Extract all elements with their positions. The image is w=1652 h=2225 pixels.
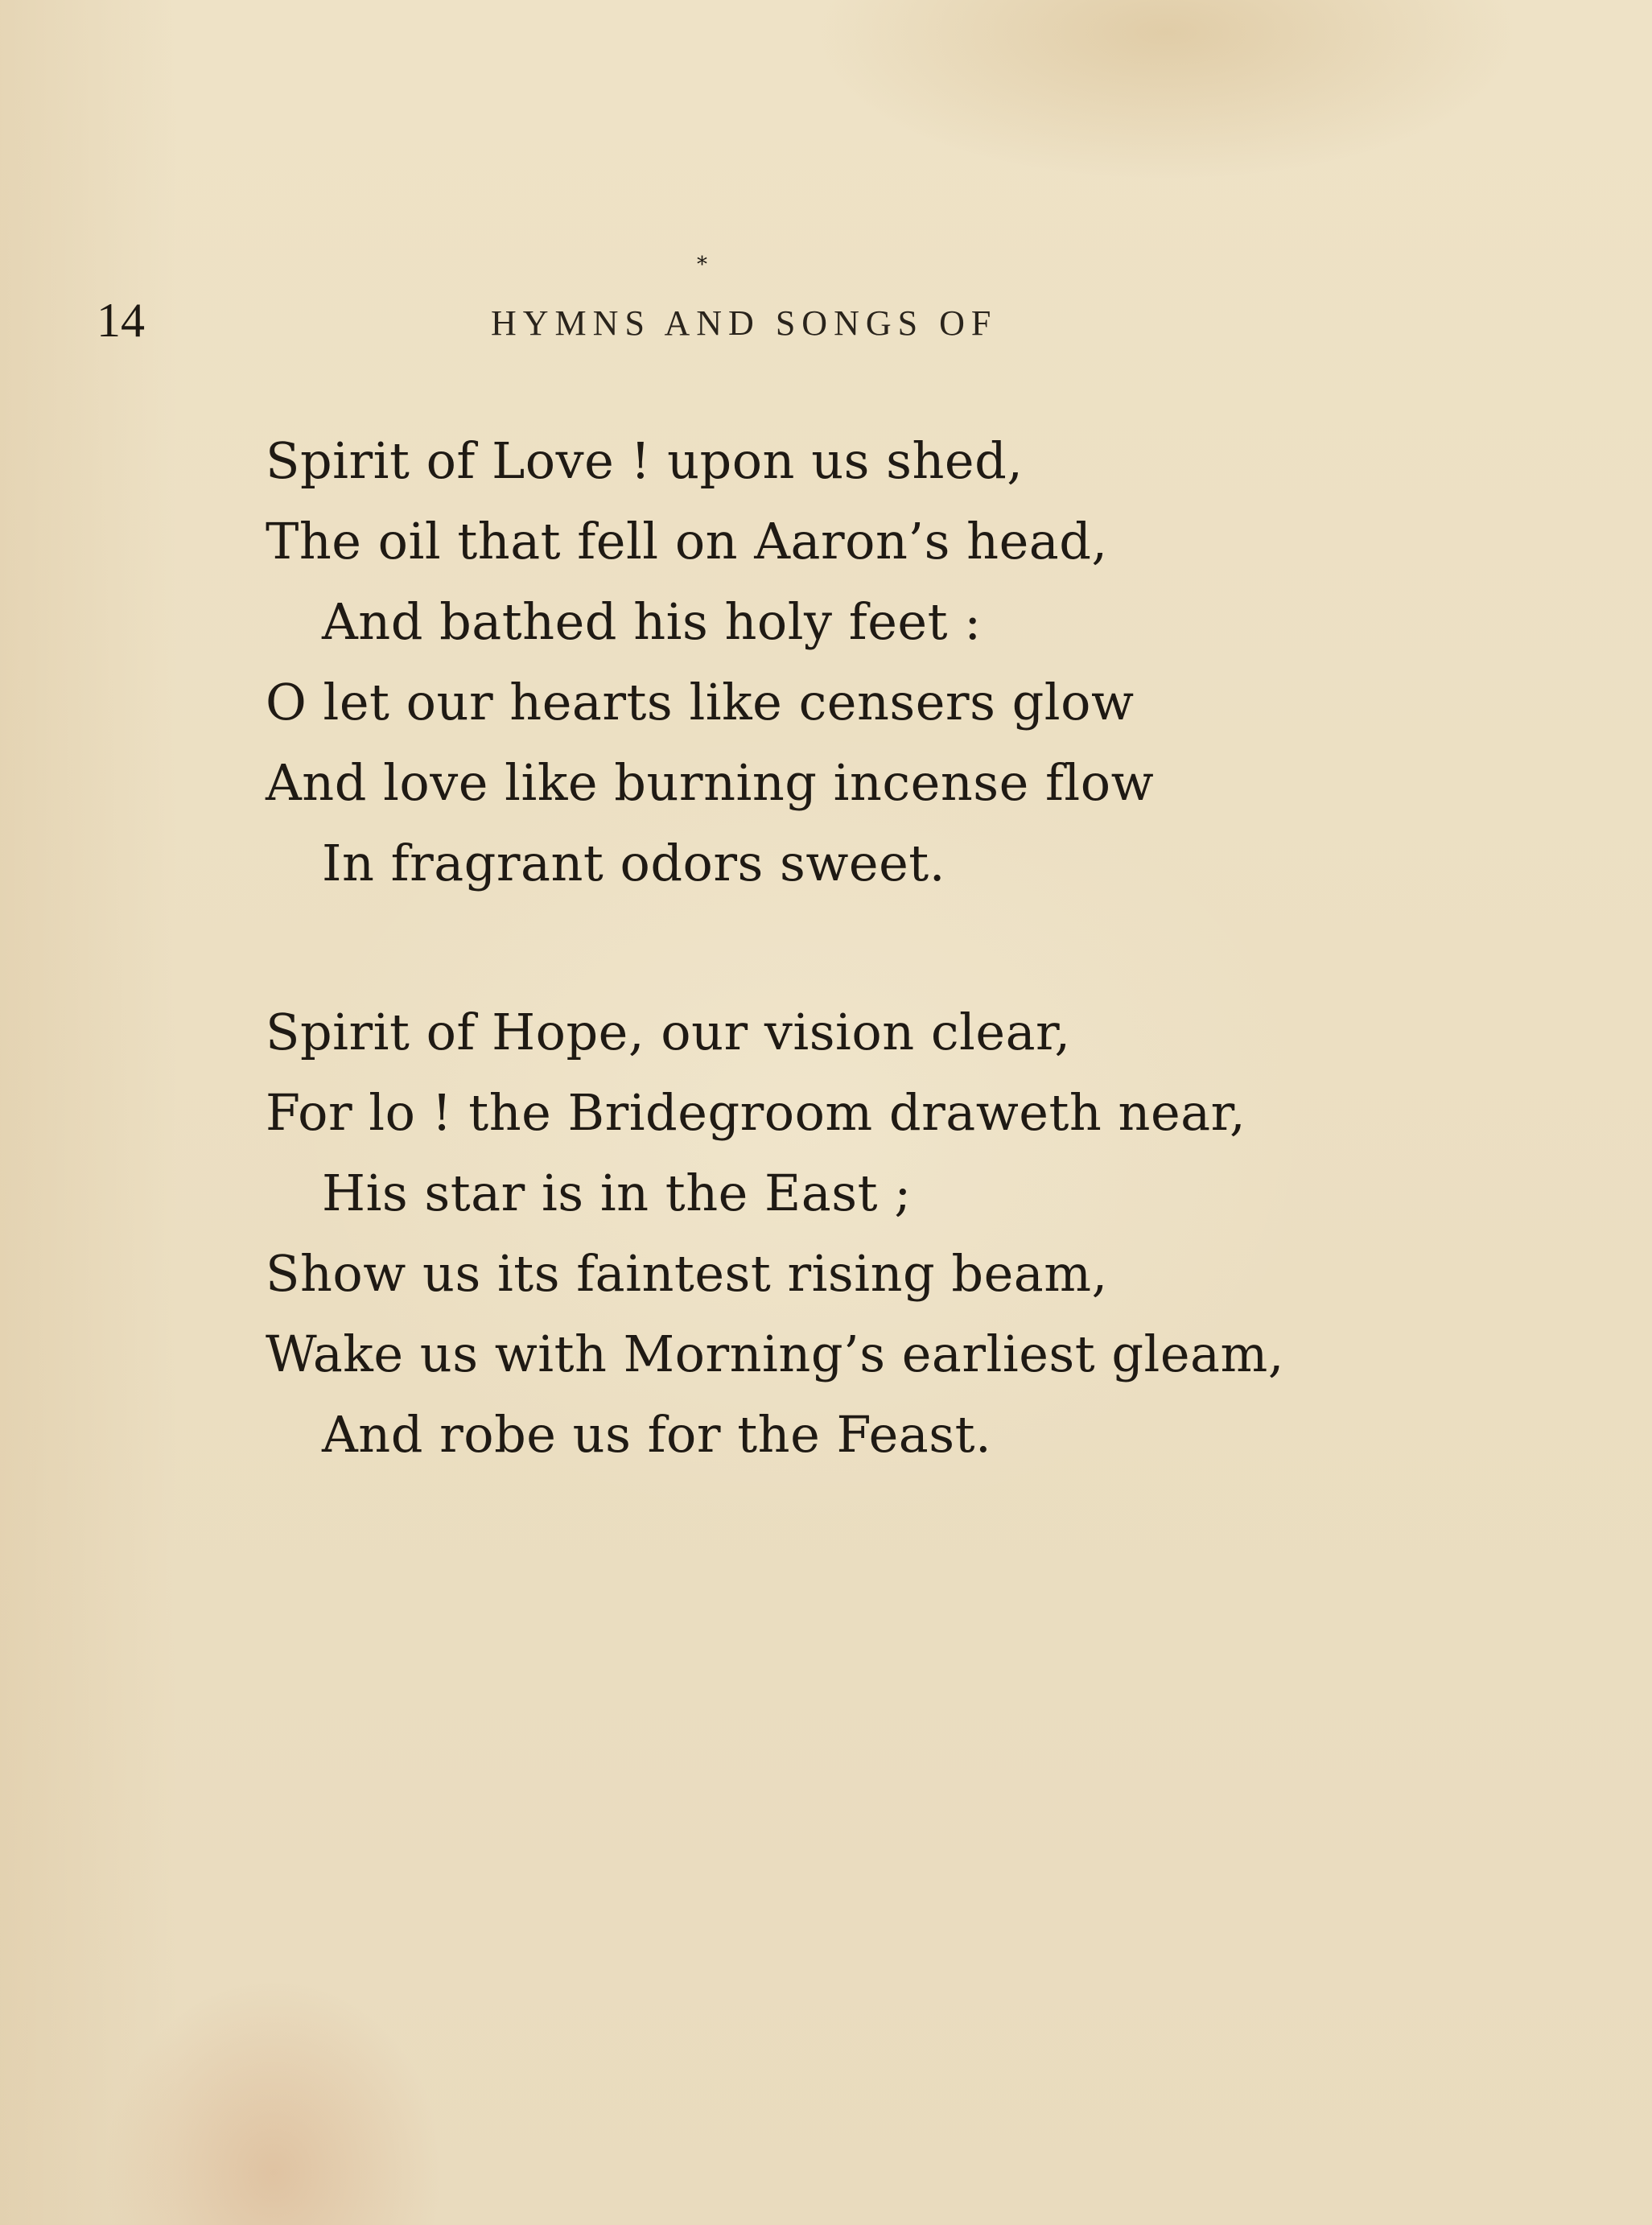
verse-line: And robe us for the Feast. (322, 1405, 992, 1464)
verse-line: Wake us with Morning’s earliest gleam, (266, 1325, 1284, 1383)
verse-line: For lo ! the Bridegroom draweth near, (266, 1083, 1246, 1142)
verse-line: The oil that fell on Aaron’s head, (266, 512, 1108, 571)
page-number: 14 (97, 294, 145, 347)
running-head: HYMNS AND SONGS OF (491, 303, 998, 343)
verse-line: And love like burning incense flow (266, 753, 1155, 812)
verse-line: And bathed his holy feet : (322, 592, 982, 651)
verse-line: Spirit of Hope, our vision clear, (266, 1003, 1071, 1061)
verse-line: In fragrant odors sweet. (322, 834, 945, 892)
verse-line: Show us its faintest rising beam, (266, 1244, 1108, 1303)
verse-line: Spirit of Love ! upon us shed, (266, 431, 1024, 490)
verse-line: His star is in the East ; (322, 1164, 912, 1222)
ornament-mark: * (697, 253, 707, 277)
verse-line: O let our hearts like censers glow (266, 673, 1135, 731)
